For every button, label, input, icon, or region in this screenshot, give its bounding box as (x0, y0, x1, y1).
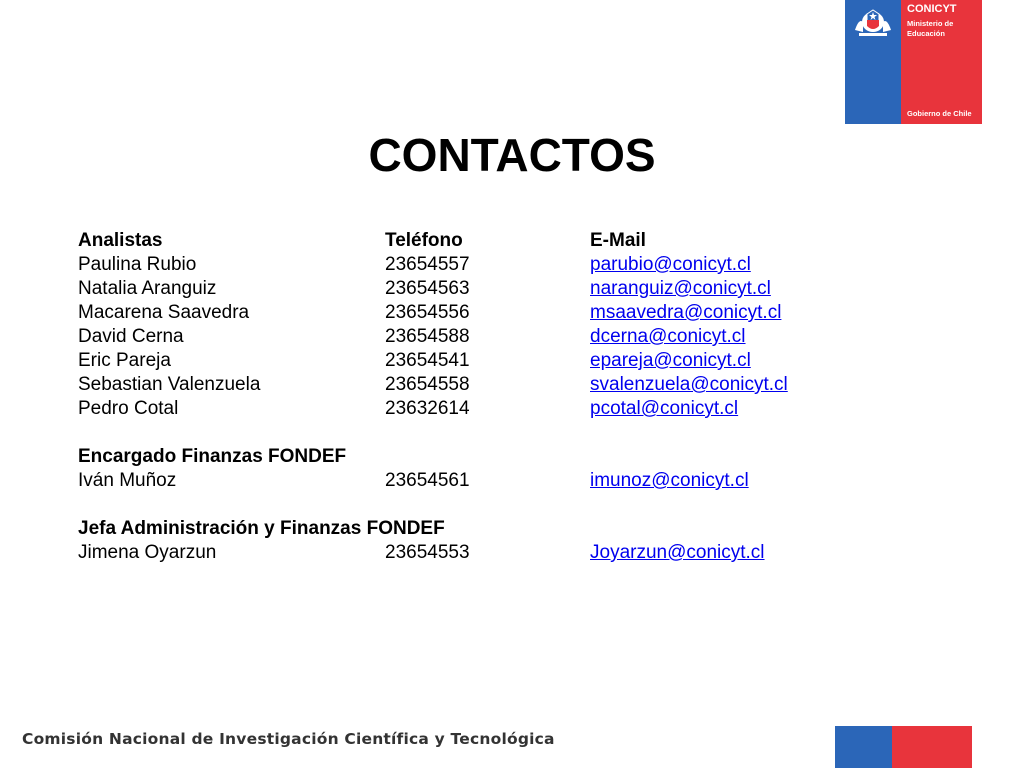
contact-phone: 23654561 (385, 470, 470, 491)
header-name: Analistas (78, 230, 163, 251)
contact-phone: 23632614 (385, 398, 470, 419)
contact-phone: 23654556 (385, 302, 470, 323)
contact-phone: 23654588 (385, 326, 470, 347)
contact-email-link[interactable]: epareja@conicyt.cl (590, 350, 751, 371)
logo-red-panel (901, 0, 982, 124)
contact-phone: 23654558 (385, 374, 470, 395)
contact-name: David Cerna (78, 326, 184, 347)
header-email: E-Mail (590, 230, 646, 251)
admin-heading: Jefa Administración y Finanzas FONDEF (78, 518, 445, 539)
footer-blue-block (835, 726, 892, 768)
contact-phone: 23654563 (385, 278, 470, 299)
coat-of-arms-icon (851, 4, 895, 38)
contact-name: Macarena Saavedra (78, 302, 250, 323)
finance-heading: Encargado Finanzas FONDEF (78, 446, 347, 467)
contact-name: Iván Muñoz (78, 470, 177, 491)
contact-email-link[interactable]: Joyarzun@conicyt.cl (590, 542, 765, 563)
contact-phone: 23654541 (385, 350, 470, 371)
logo-government: Gobierno de Chile (907, 109, 972, 118)
contact-name: Jimena Oyarzun (78, 542, 217, 563)
contact-name: Sebastian Valenzuela (78, 374, 261, 395)
contact-email-link[interactable]: naranguiz@conicyt.cl (590, 278, 771, 299)
logo-title: CONICYT (907, 3, 957, 15)
contact-name: Eric Pareja (78, 350, 171, 371)
contact-email-link[interactable]: pcotal@conicyt.cl (590, 398, 739, 419)
page-title: CONTACTOS (368, 129, 656, 181)
contact-email-link[interactable]: svalenzuela@conicyt.cl (590, 374, 788, 395)
contact-email-link[interactable]: msaavedra@conicyt.cl (590, 302, 782, 323)
contact-email-link[interactable]: dcerna@conicyt.cl (590, 326, 746, 347)
contact-email-link[interactable]: imunoz@conicyt.cl (590, 470, 749, 491)
logo-blue-panel (845, 0, 901, 124)
logo-subtitle: Ministerio de Educación (907, 19, 954, 38)
contact-email-link[interactable]: parubio@conicyt.cl (590, 254, 751, 275)
footer-text: Comisión Nacional de Investigación Científica y Tecnológica (22, 730, 555, 748)
contact-name: Natalia Aranguiz (78, 278, 217, 299)
contact-phone: 23654553 (385, 542, 470, 563)
conicyt-logo (845, 0, 982, 124)
footer-red-block (892, 726, 972, 768)
contact-phone: 23654557 (385, 254, 470, 275)
contact-name: Paulina Rubio (78, 254, 197, 275)
header-phone: Teléfono (385, 230, 463, 251)
contact-name: Pedro Cotal (78, 398, 179, 419)
